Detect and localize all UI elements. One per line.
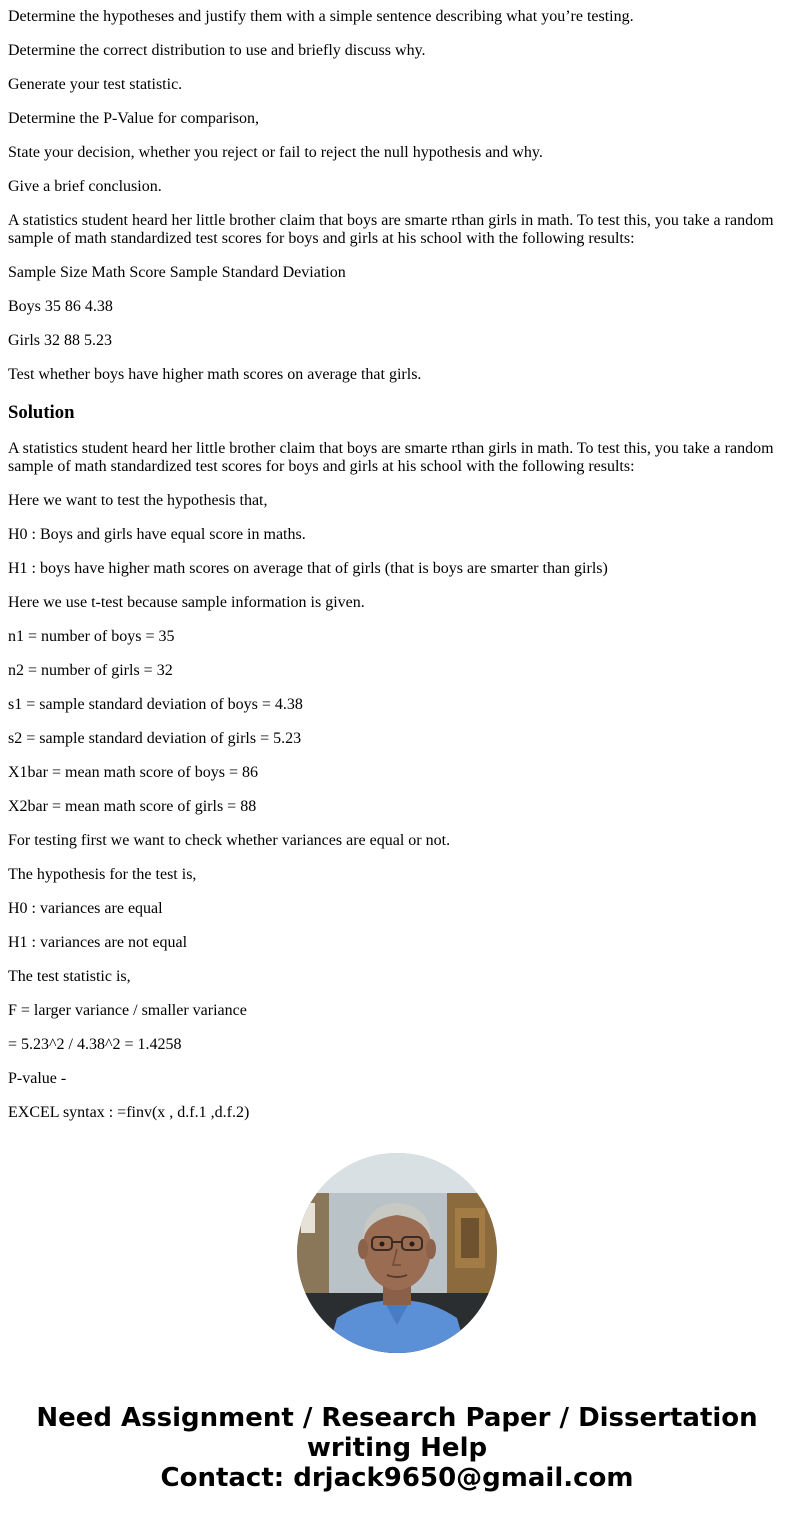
data-row-boys: Boys 35 86 4.38 bbox=[8, 298, 113, 315]
solution-line: The test statistic is, bbox=[8, 968, 131, 985]
solution-line: For testing first we want to check whether variances are equal or not. bbox=[8, 832, 451, 849]
solution-line: H1 : variances are not equal bbox=[8, 934, 188, 951]
solution-line: = 5.23^2 / 4.38^2 = 1.4258 bbox=[8, 1036, 182, 1053]
instruction-conclusion: Give a brief conclusion. bbox=[8, 178, 162, 195]
problem-statement: A statistics student heard her little brother claim that boys are smarte rthan girls in math. To test this, you take a random sample of math standardized test scores for boys and girls at his school with the following results: bbox=[8, 212, 774, 247]
promo-line-help: writing Help bbox=[306, 1433, 488, 1463]
solution-line: n2 = number of girls = 32 bbox=[8, 662, 173, 679]
promo-line-assignment: Need Assignment / Research Paper / Dissertation bbox=[36, 1403, 758, 1433]
data-table-header: Sample Size Math Score Sample Standard Deviation bbox=[8, 264, 346, 281]
solution-line: Here we want to test the hypothesis that, bbox=[8, 492, 268, 509]
solution-line: n1 = number of boys = 35 bbox=[8, 628, 175, 645]
document-content bbox=[8, 0, 786, 1138]
solution-heading: Solution bbox=[8, 402, 75, 423]
solution-line: H0 : variances are equal bbox=[8, 900, 163, 917]
solution-line: H1 : boys have higher math scores on average that of girls (that is boys are smarter than girls) bbox=[8, 560, 608, 577]
solution-line: s1 = sample standard deviation of boys = 4.38 bbox=[8, 696, 303, 713]
instruction-p-value: Determine the P-Value for comparison, bbox=[8, 110, 260, 127]
solution-line: A statistics student heard her little brother claim that boys are smarte rthan girls in math. To test this, you take a random sample of math standardized test scores for boys and girls at his school with the following results: bbox=[8, 440, 774, 475]
solution-line: EXCEL syntax : =finv(x , d.f.1 ,d.f.2) bbox=[8, 1104, 250, 1121]
solution-line: Here we use t-test because sample information is given. bbox=[8, 594, 365, 611]
instruction-decision: State your decision, whether you reject or fail to reject the null hypothesis and why. bbox=[8, 144, 543, 161]
instruction-distribution: Determine the correct distribution to use and briefly discuss why. bbox=[8, 42, 426, 59]
solution-line: H0 : Boys and girls have equal score in maths. bbox=[8, 526, 306, 543]
solution-line: The hypothesis for the test is, bbox=[8, 866, 197, 883]
promo-contact-email[interactable]: Contact: drjack9650@gmail.com bbox=[160, 1463, 634, 1493]
solution-line: s2 = sample standard deviation of girls = 5.23 bbox=[8, 730, 302, 747]
task-statement: Test whether boys have higher math scores on average that girls. bbox=[8, 366, 422, 383]
data-row-girls: Girls 32 88 5.23 bbox=[8, 332, 112, 349]
tutor-avatar bbox=[297, 1153, 497, 1353]
solution-line: P-value - bbox=[8, 1070, 67, 1087]
tutor-portrait-icon bbox=[297, 1153, 497, 1353]
solution-line: F = larger variance / smaller variance bbox=[8, 1002, 247, 1019]
instruction-hypotheses: Determine the hypotheses and justify them with a simple sentence describing what you’re testing. bbox=[8, 8, 634, 25]
instruction-test-statistic: Generate your test statistic. bbox=[8, 76, 183, 93]
solution-line: X1bar = mean math score of boys = 86 bbox=[8, 764, 258, 781]
promo-banner bbox=[0, 1403, 794, 1493]
solution-line: X2bar = mean math score of girls = 88 bbox=[8, 798, 257, 815]
